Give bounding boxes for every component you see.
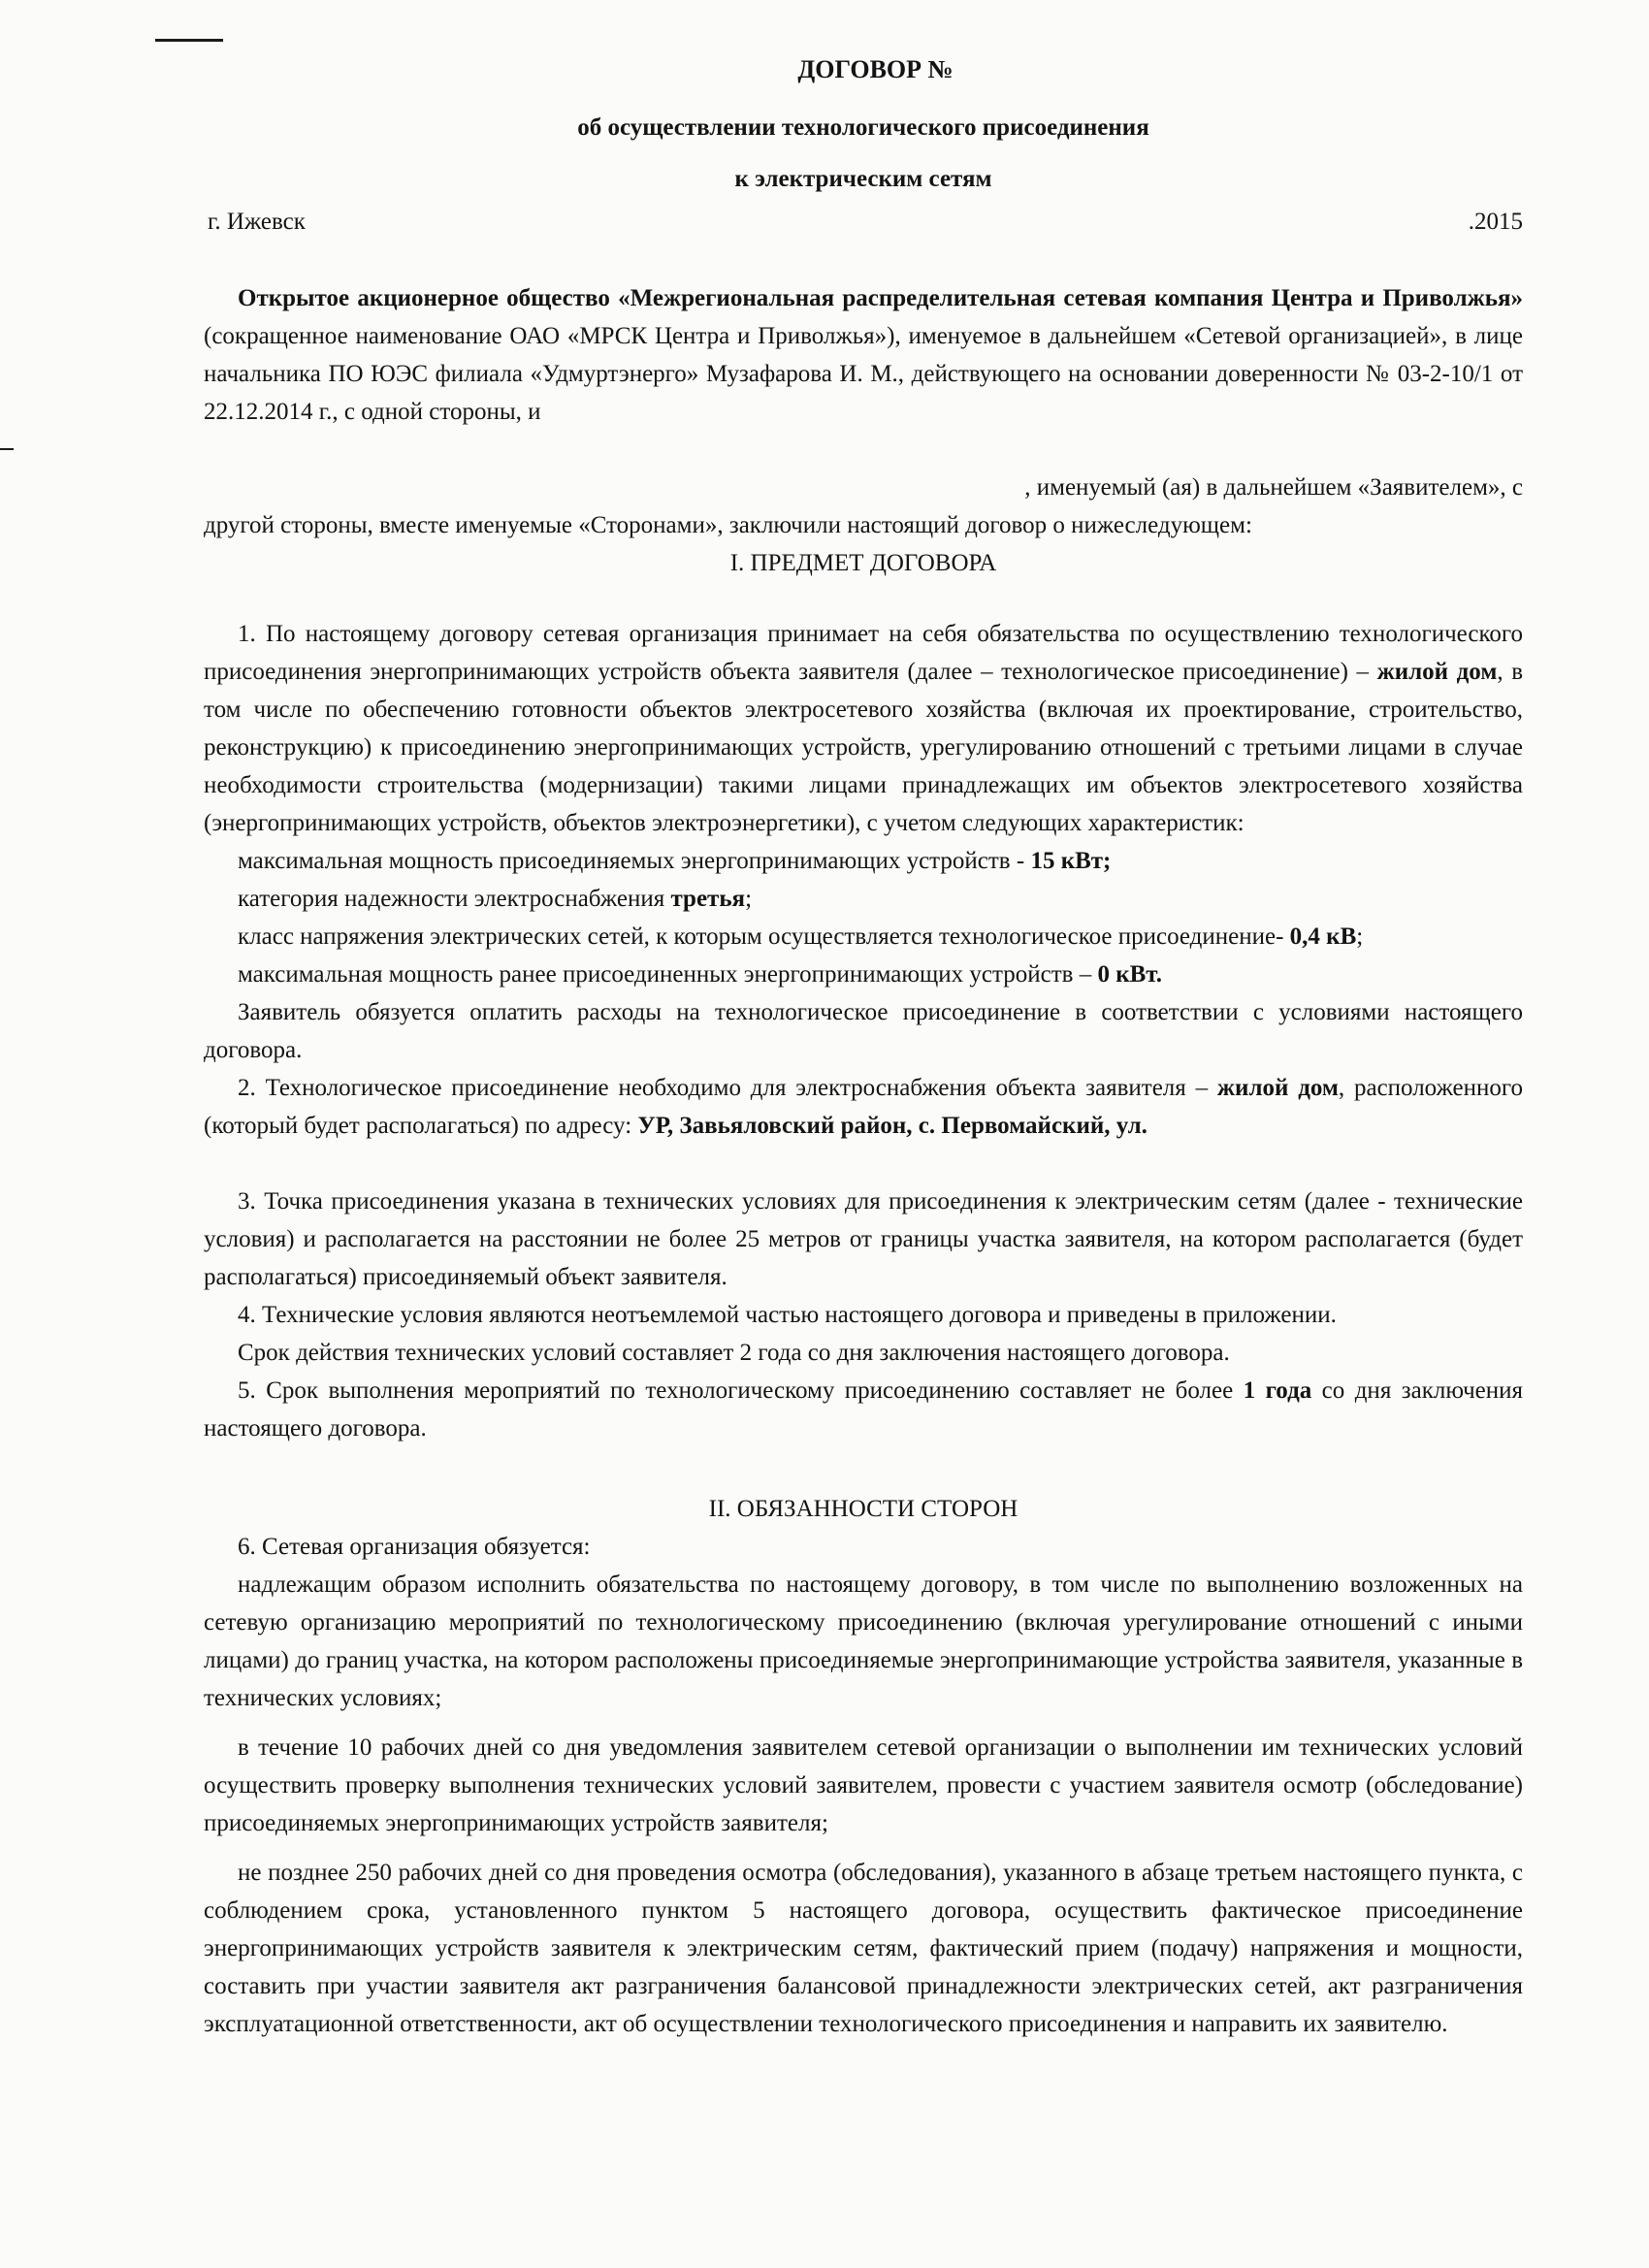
clause-4: 4. Технические условия являются неотъемлемой частью настоящего договора и приведены в приложении. [238,1302,1337,1328]
max-power-value: 15 кВт; [1030,848,1112,874]
clause-5-text-a: 5. Срок выполнения мероприятий по технологическому присоединению составляет не более [238,1377,1244,1404]
reliability-value: третья [670,886,746,912]
previous-power-value: 0 кВт. [1097,961,1162,988]
clause-3: 3. Точка присоединения указана в технических условиях для присоединения к электрическим сетям (далее - технические условия) и располагается на расстоянии не более 25 метров от границы участка заявителя, на котором располагается (будет располагаться) присоединяемый объект заявителя. [204,1188,1523,1290]
scan-mark-left [0,448,14,450]
applicant-tail: , именуемый (ая) в дальнейшем «Заявителем», с [1024,474,1523,501]
clause-1-object: жилой дом [1376,659,1498,685]
clause-2-text-b: , расположенного (который будет располагаться) по адресу: [204,1075,1523,1139]
characteristic-reliability [204,880,1523,918]
obligation-3: не позднее 250 рабочих дней со дня проведения осмотра (обследования), указанного в абзаце третьем настоящего пункта, с соблюдением срока, установленного пунктом 5 настоящего договора, осуществить фактическое присоединение энергопринимающих устройств заявителя к электрическим сетям, фактический прием (подачу) напряжения и мощности, составить при участии заявителя акт разграничения балансовой принадлежности электрических сетей, акт разграничения эксплуатационной ответственности, акт об осуществлении технологического присоединения и направить их заявителю. [204,1860,1523,2037]
applicant-name-blank [204,431,1523,469]
clause-5-term: 1 года [1243,1377,1312,1404]
parties-line: другой стороны, вместе именуемые «Сторонами», заключили настоящий договор о нижеследующем: [204,512,1252,538]
address-blank [204,1145,1523,1183]
clause-1-text-b: , в том числе по обеспечению готовности объектов электросетевого хозяйства (включая их проектирование, строительство, реконструкцию) к присоединению энергопринимающих устройств, урегулированию отношений с третьими лицами в случае необходимости строительства (модернизации) такими лицами принадлежащих им объектов электросетевого хозяйства (энергопринимающих устройств, объектов электроэнергетики), с учетом следующих характеристик: [204,659,1523,836]
preamble-text: (сокращенное наименование ОАО «МРСК Центра и Приволжья»), именуемое в дальнейшем «Сетевой организацией», в лице начальника ПО ЮЭС филиала «Удмуртэнерго» Музафарова И. М., действующего на основании доверенности № 03-2-10/1 от 22.12.2014 г., с одной стороны, и [204,323,1523,425]
preamble-paragraph [204,279,1523,431]
document-title: ДОГОВОР № [797,55,954,83]
document-subtitle-2: к электрическим сетям [734,166,992,192]
reliability-end: ; [745,886,753,912]
characteristic-previous-power [204,956,1523,993]
spacer [204,582,1523,615]
section-1-heading: I. ПРЕДМЕТ ДОГОВОРА [729,550,997,576]
contract-date: .2015 [1468,209,1523,235]
organization-name: Открытое акционерное общество «Межрегиональная распределительная сетевая компания Центра и Приволжья» [238,285,1523,311]
clause-1 [204,615,1523,842]
clause-5-text-b: со дня заключения настоящего договора. [204,1377,1523,1442]
section-2-heading: II. ОБЯЗАННОСТИ СТОРОН [708,1496,1018,1522]
document-subtitle-1: об осуществлении технологического присоединения [577,114,1149,141]
voltage-label: класс напряжения электрических сетей, к которым осуществляется технологическое присоединение- [238,923,1290,950]
payment-obligation: Заявитель обязуется оплатить расходы на технологическое присоединение в соответствии с условиями настоящего договора. [204,999,1523,1063]
voltage-end: ; [1356,923,1364,950]
clause-5 [204,1372,1523,1447]
clause-6: 6. Сетевая организация обязуется: [238,1534,591,1560]
obligation-2: в течение 10 рабочих дней со дня уведомления заявителем сетевой организации о выполнении им технических условий осуществить проверку выполнения технических условий заявителем, провести с участием заявителя осмотр (обследование) присоединяемых энергопринимающих устройств заявителя; [204,1734,1523,1836]
scan-mark-top [155,39,223,42]
reliability-label: категория надежности электроснабжения [238,886,671,912]
voltage-value: 0,4 кВ [1289,923,1357,950]
clause-2 [204,1069,1523,1145]
characteristic-max-power [204,842,1523,880]
spacer [204,1447,1523,1490]
applicant-line [204,469,1523,506]
max-power-label: максимальная мощность присоединяемых энергопринимающих устройств - [238,848,1031,874]
spacer [204,1717,1523,1729]
previous-power-label: максимальная мощность ранее присоединенных энергопринимающих устройств – [238,961,1098,988]
place-date-row [204,203,1523,241]
clause-2-address: УР, Завьяловский район, с. Первомайский, ул. [637,1113,1148,1139]
characteristic-voltage [204,918,1523,956]
clause-1-text-a: 1. По настоящему договору сетевая организация принимает на себя обязательства по осуществлению технологического присоединения энергопринимающих устройств объекта заявителя (далее – технологическое присоединение) – [204,621,1523,685]
clause-2-text-a: 2. Технологическое присоединение необходимо для электроснабжения объекта заявителя – [238,1075,1217,1101]
clause-4-term: Срок действия технических условий составляет 2 года со дня заключения настоящего договора. [238,1340,1230,1366]
spacer [204,1842,1523,1854]
clause-2-object: жилой дом [1216,1075,1339,1101]
obligation-1: надлежащим образом исполнить обязательства по настоящему договору, в том числе по выполнению возложенных на сетевую организацию мероприятий по технологическому присоединению (включая урегулирование отношений с иными лицами) до границ участка, на котором расположены присоединяемые энергопринимающие устройства заявителя, указанные в технических условиях; [204,1571,1523,1711]
document-body [204,50,1523,2043]
city-label: г. Ижевск [208,209,306,235]
